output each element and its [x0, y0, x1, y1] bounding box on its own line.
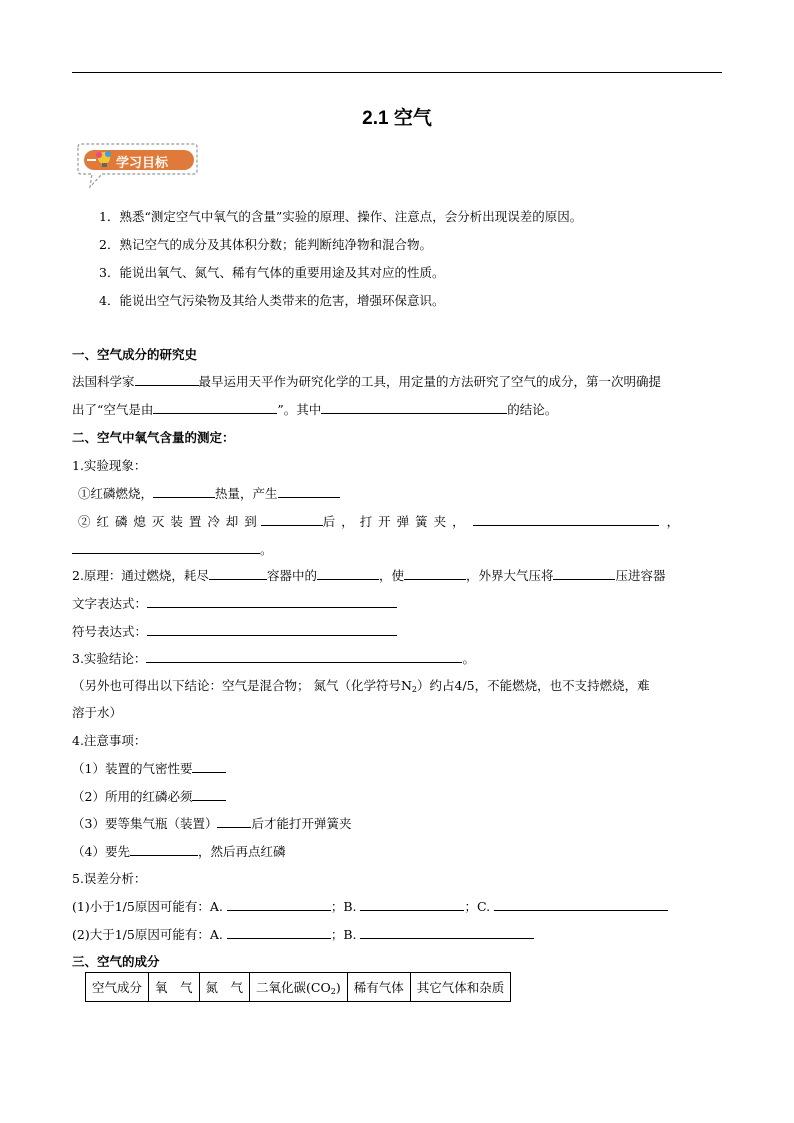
blank-observation-b[interactable] — [72, 541, 260, 554]
blank-gas[interactable] — [317, 567, 379, 580]
section2-heading: 二、空气中氧气含量的测定： — [72, 430, 235, 445]
note-line-1: （另外也可得出以下结论：空气是混合物； 氮气（化学符号$N_2$）约占4/5，不能燃烧，也不支持燃烧，难 — [72, 678, 650, 694]
blank-conclusion-result[interactable] — [146, 650, 462, 663]
blank-less-b[interactable] — [360, 898, 464, 911]
table-row — [86, 973, 511, 1002]
error-more-line: (2)大于1/5原因可能有：A. ；B. — [72, 925, 534, 943]
blank-first-step[interactable] — [130, 843, 198, 856]
table-cell: 其它气体和杂质 — [410, 973, 511, 1002]
blank-red-phosphorus[interactable] — [192, 788, 226, 801]
blank-more-a[interactable] — [227, 926, 331, 939]
word-equation-line: 文字表达式： — [72, 594, 397, 612]
history-line-2: 出了“空气是由 ”。其中 的结论。 — [72, 402, 558, 417]
blank-pressure[interactable] — [404, 567, 466, 580]
learning-objectives-badge — [72, 141, 200, 191]
objective-3: 3．能说出氧气、氮气、稀有气体的重要用途及其对应的性质。 — [99, 265, 445, 280]
blank-product[interactable] — [278, 485, 340, 498]
blank-pushed-in[interactable] — [553, 567, 615, 580]
table-cell: 稀有气体 — [347, 973, 410, 1002]
objective-1: 1．熟悉“测定空气中氧气的含量”实验的原理、操作、注意点，会分析出现误差的原因。 — [99, 209, 583, 224]
blank-airtight[interactable] — [192, 760, 226, 773]
blank-consume[interactable] — [209, 567, 267, 580]
blank-cool-to[interactable] — [261, 513, 323, 526]
objective-2: 2．熟记空气的成分及其体积分数；能判断纯净物和混合物。 — [99, 237, 432, 252]
page-title: 2.1 空气 — [362, 108, 432, 129]
blank-less-c[interactable] — [494, 898, 668, 911]
caution-4: （4）要先 ，然后再点红磷 — [72, 844, 286, 859]
blank-air-composition[interactable] — [153, 401, 277, 414]
table-cell: 氮 气 — [199, 973, 250, 1002]
cautions-label: 4.注意事项： — [72, 733, 147, 748]
blank-observation-a[interactable] — [473, 513, 659, 526]
phenomenon-2: ② 红 磷 熄 灭 装 置 冷 却 到 后 ， 打 开 弹 簧 夹 ， ， — [78, 514, 680, 529]
phenomenon-2-cont: 。 — [72, 540, 273, 558]
phenomenon-1: ①红磷燃烧， 热量，产生 — [78, 484, 340, 502]
symbol-equation-line: 符号表达式： — [72, 622, 397, 640]
section1-heading: 一、空气成分的研究史 — [72, 347, 198, 362]
conclusion-line: 3.实验结论： 。 — [72, 651, 475, 666]
blank-less-a[interactable] — [227, 898, 331, 911]
blank-conclusion[interactable] — [321, 401, 507, 414]
error-analysis-label: 5.误差分析： — [72, 871, 147, 886]
header-rule — [72, 72, 722, 73]
error-less-line: (1)小于1/5原因可能有：A. ；B. ；C. — [72, 897, 668, 915]
objective-4: 4．能说出空气污染物及其给人类带来的危害，增强环保意识。 — [99, 293, 445, 308]
table-cell-co2: 二氧化碳$(CO_2)$ — [250, 973, 348, 1002]
blank-more-b[interactable] — [360, 926, 534, 939]
badge-label: 学习目标 — [116, 156, 169, 171]
principle-line: 2.原理：通过燃烧，耗尽 容器中的 ，使 ，外界大气压将 压进容器 — [72, 568, 666, 583]
caution-3: （3）要等集气瓶（装置） 后才能打开弹簧夹 — [72, 816, 352, 831]
blank-scientist[interactable] — [135, 373, 199, 386]
phenomena-label: 1.实验现象： — [72, 458, 147, 473]
blank-word-equation[interactable] — [147, 595, 397, 608]
table-cell: 氧 气 — [149, 973, 200, 1002]
history-line-1: 法国科学家 最早运用天平作为研究化学的工具，用定量的方法研究了空气的成分，第一次明确提 — [72, 374, 662, 389]
section3-heading: 三、空气的成分 — [72, 954, 160, 969]
blank-heat[interactable] — [153, 485, 215, 498]
caution-1: （1）装置的气密性要 — [72, 759, 226, 777]
caution-2: （2）所用的红磷必须 — [72, 787, 226, 805]
blank-symbol-equation[interactable] — [147, 623, 397, 636]
note-line-2: 溶于水） — [72, 705, 123, 720]
table-cell: 空气成分 — [86, 973, 149, 1002]
blank-wait[interactable] — [217, 815, 251, 828]
air-composition-table — [85, 972, 511, 1002]
